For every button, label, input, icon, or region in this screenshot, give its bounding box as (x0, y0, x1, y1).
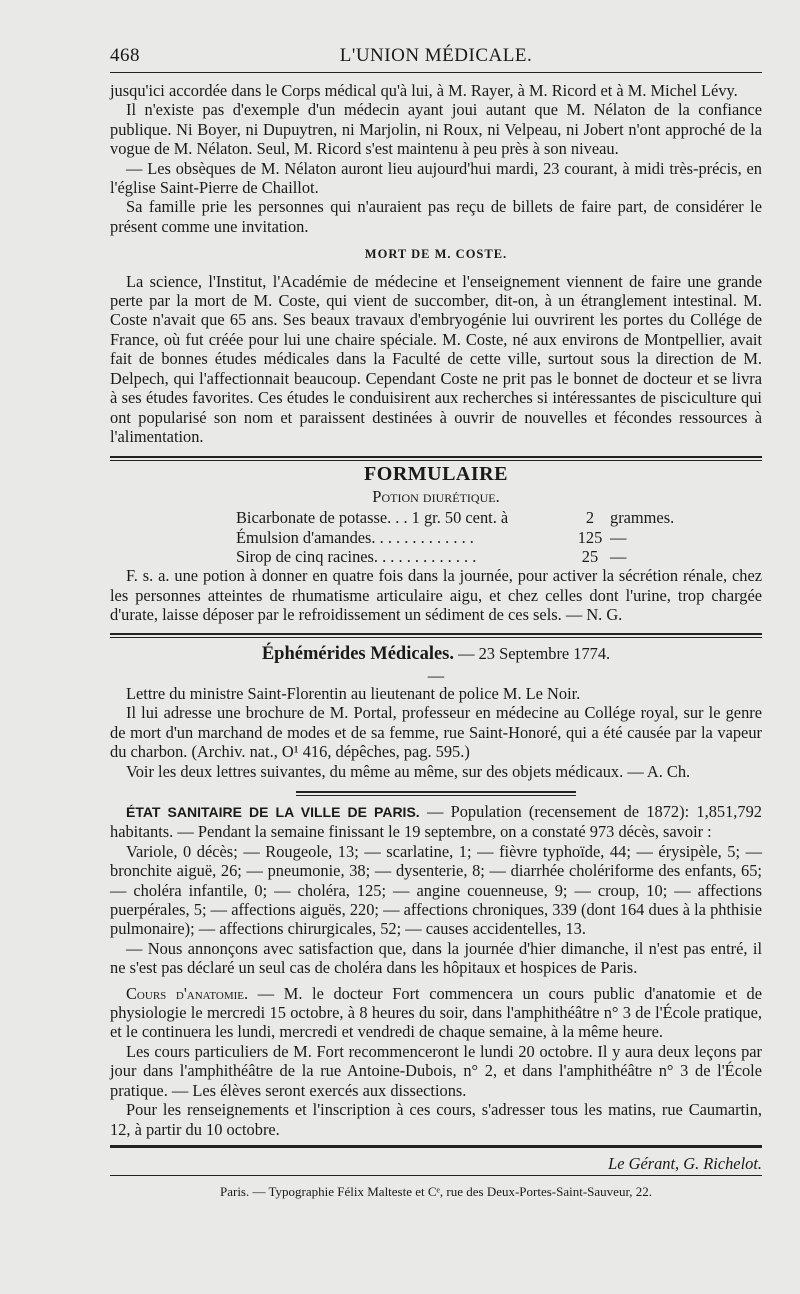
closing-rule (110, 1145, 762, 1148)
ephemerides-paragraph-2: Il lui adresse une brochure de M. Portal, professeur en médecine au Collége royal, sur le genre de mort d'un marchand de modes et de sa femme, rue Saint-Honoré, qui a été causée par la vapeur du charbon. (Archiv. nat., O¹ 416, dépêches, pag. 595.) (110, 703, 762, 762)
short-rule (296, 791, 576, 796)
nelaton-paragraph-4: Sa famille prie les personnes qui n'auraient pas reçu de billets de faire part, de considérer le présent comme une invitation. (110, 197, 762, 236)
recipe-table (236, 508, 676, 566)
cours-lead: Cours d'anatomie. (126, 983, 249, 1003)
ephemerides-title: Éphémérides Médicales. (261, 643, 454, 664)
signature: Le Gérant, G. Richelot. (608, 1153, 762, 1173)
recipe-row: Émulsion d'amandes. . . . . . . . . . . . . 125 — (236, 527, 627, 547)
coste-paragraph: La science, l'Institut, l'Académie de médecine et l'enseignement viennent de faire une grande perte par la mort de M. Coste, qui vient de succomber, dit-on, à un étranglement intestinal. M. Coste n'avait que 65 ans. Ses beaux travaux d'embryogénie lui ouvrirent les portes du Collége de France, où fut créée pour lui une chaire spéciale. M. Coste, né aux environs de Montpellier, avait fait de bonnes études médicales dans la Faculté de cette ville, surtout sous la direction de M. Delpech, qui l'affectionnait beaucoup. Cependant Coste ne prit pas le bonnet de docteur et se livra à ses études favorites. Ces études le conduisirent aux recherches si intéressantes de pisciculture qui ont popularisé son nom et paraissent destinées à ouvrir de nouvelles et fécondes ressources à l'alimentation. (110, 271, 762, 446)
nelaton-paragraph-1: jusqu'ici accordée dans le Corps médical qu'à lui, à M. Rayer, à M. Ricord et à M. Michel Lévy. (110, 81, 738, 100)
formulaire-subtitle: Potion diurétique. (372, 486, 500, 506)
journal-title: L'UNION MÉDICALE. (339, 45, 533, 66)
nelaton-paragraph-2: Il n'existe pas d'exemple d'un médecin ayant joui autant que M. Nélaton de la confiance publique. Ni Boyer, ni Dupuytren, ni Marjolin, ni Roux, ni Velpeau, ni Jobert n'ont approché de la vogue de M. Nélaton. Seul, M. Ricord s'est maintenu à peu près à son niveau. (110, 100, 762, 159)
formulaire-text: F. s. a. une potion à donner en quatre fois dans la journée, pour activer la sécrétion rénale, chez les personnes atteintes de rhumatisme articulaire aigu, et chez celles dont l'urine, trop chargée d'urate, laisse déposer par le refroidissement un sédiment de ces sels. — N. G. (110, 566, 762, 625)
ephemerides-heading (110, 644, 762, 664)
cours-paragraph-2: Les cours particuliers de M. Fort recommenceront le lundi 20 octobre. Il y aura deux leçons par jour dans l'amphithéâtre de la rue Antoine-Dubois, n° 2, et dans l'amphithéâtre n° 3 de l'École pratique. — Les élèves seront exercés aux dissections. (110, 1041, 762, 1100)
running-header (110, 40, 762, 70)
section-rule (110, 633, 762, 638)
cours-paragraph-3: Pour les renseignements et l'inscription à ces cours, s'adresser tous les matins, rue Caumartin, 12, à partir du 10 octobre. (110, 1100, 762, 1139)
section-rule (110, 456, 762, 461)
ephemerides-paragraph-3: Voir les deux lettres suivantes, du même au même, sur des objets médicaux. — A. Ch. (126, 761, 691, 781)
recipe-row: Sirop de cinq racines. . . . . . . . . . . . . 25 — (236, 546, 627, 566)
coste-title: MORT DE M. COSTE. (364, 247, 508, 262)
printer-footer: Paris. — Typographie Félix Malteste et Cᵉ, rue des Deux-Portes-Saint-Sauveur, 22. (219, 1184, 653, 1200)
header-rule (110, 72, 762, 73)
etat-paragraph-2: Variole, 0 décès; — Rougeole, 13; — scarlatine, 1; — fièvre typhoïde, 44; — érysipèle, 5; — bronchite aiguë, 26; — pneumonie, 38; — dysenterie, 8; — diarrhée cholériforme des enfants, 65; — choléra infantile, 0; — choléra, 125; — angine couenneuse, 9; — croup, 10; — affections puerpérales, 5; — affections aiguës, 220; — affections chroniques, 339 (dont 164 dues à la phthisie pulmonaire); — affections chirurgicales, 52; — causes accidentelles, 13. (110, 841, 762, 939)
page-content (110, 40, 762, 1202)
ephemerides-paragraph-1: Lettre du ministre Saint-Florentin au lieutenant de police M. Le Noir. (126, 683, 581, 703)
formulaire-title: FORMULAIRE (364, 463, 508, 486)
cours-paragraph-1: Cours d'anatomie. — M. le docteur Fort commencera un cours public d'anatomie et de physiologie le mercredi 15 octobre, à 8 heures du soir, dans l'amphithéâtre n° 3 de l'École pratique, et le continuera les lundi, mercredi et vendredi de chaque semaine, à la même heure. (110, 983, 762, 1042)
nelaton-section (110, 81, 762, 236)
etat-paragraph-1: ÉTAT SANITAIRE DE LA VILLE DE PARIS. — Population (recensement de 1872): 1,851,792 habitants. — Pendant la semaine finissant le 19 septembre, on a constaté 973 décès, savoir : (110, 802, 762, 842)
etat-paragraph-3: — Nous annonçons avec satisfaction que, dans la journée d'hier dimanche, il n'est pas entré, il ne s'est pas déclaré un seul cas de choléra dans les hôpitaux et hospices de Paris. (110, 938, 762, 978)
page-number: 468 (110, 45, 140, 66)
footer-rule (110, 1175, 762, 1176)
recipe-row: Bicarbonate de potasse. . . 1 gr. 50 cent. à 2 grammes. (236, 508, 675, 528)
nelaton-paragraph-3: — Les obsèques de M. Nélaton auront lieu aujourd'hui mardi, 23 courant, à midi très-précis, en l'église Saint-Pierre de Chaillot. (110, 158, 762, 198)
ephemerides-date: — 23 Septembre 1774. (458, 643, 611, 663)
ephemerides-dash: — (427, 665, 445, 685)
etat-lead: ÉTAT SANITAIRE DE LA VILLE DE PARIS. (126, 804, 420, 820)
